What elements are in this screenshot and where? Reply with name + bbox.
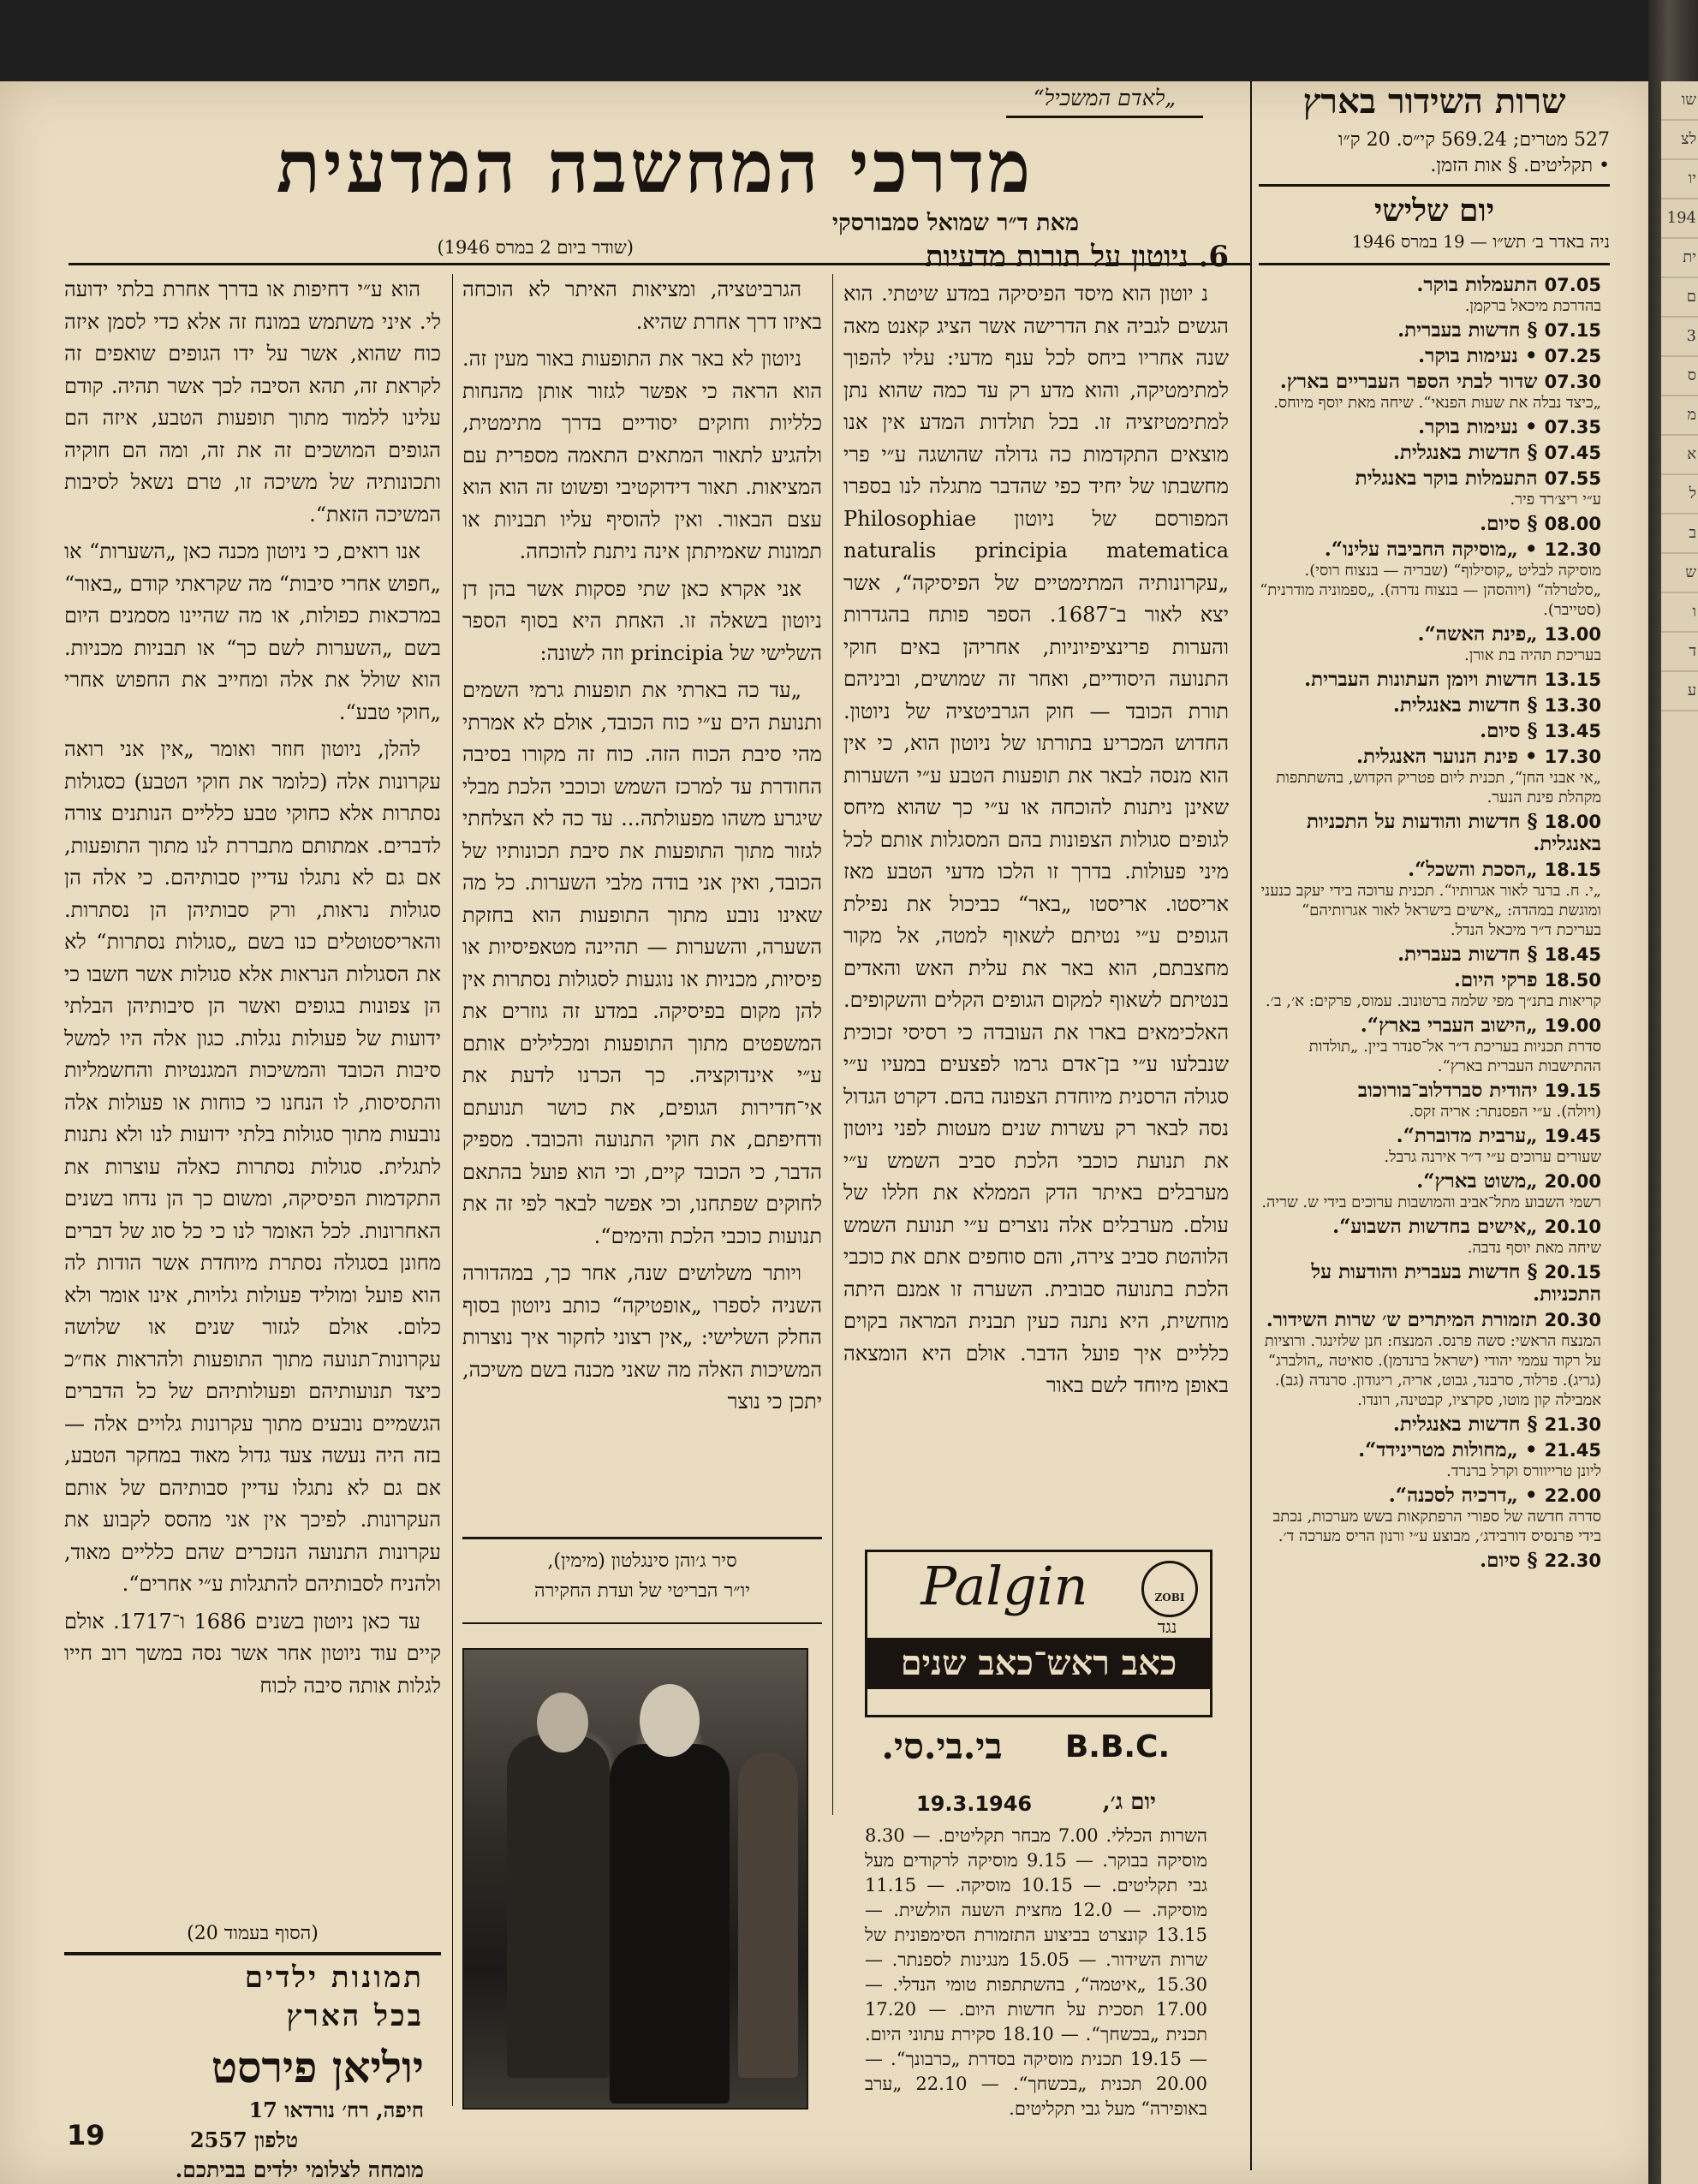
schedule-time: 18.15: [1544, 860, 1601, 880]
ad-photographer-line2: בכל הארץ: [286, 1999, 424, 2033]
schedule-item-head: [1259, 1485, 1601, 1507]
adjacent-page-fragment: לצ: [1661, 121, 1698, 160]
bbc-latin: B.B.C.: [1064, 1729, 1171, 1764]
column-rule-1: [832, 274, 833, 1815]
schedule-title: § סיום.: [1480, 719, 1545, 742]
schedule-item: [1259, 1309, 1601, 1410]
schedule-time: 21.30: [1544, 1414, 1601, 1435]
schedule-time: 07.05: [1544, 275, 1601, 295]
schedule-item: [1259, 720, 1601, 742]
schedule-item-head: [1259, 513, 1601, 535]
bbc-hebrew: בי.בי.סי.: [881, 1725, 1003, 1767]
schedule-desc: בעריכת תהיה בת אורן.: [1464, 646, 1601, 664]
schedule-item: [1259, 1015, 1601, 1076]
schedule-item-head: [1259, 1413, 1601, 1436]
photo-figure-left: [507, 1735, 610, 2078]
ad-photographer-rule: [64, 1952, 441, 1955]
schedule-item-head: [1259, 1550, 1601, 1572]
schedule-item-head: [1259, 859, 1601, 881]
schedule-item-head: [1259, 746, 1601, 768]
palgin-brand: Palgin: [920, 1555, 1088, 1617]
schedule-item-head: [1259, 1309, 1601, 1331]
palgin-slogan: כאב ראש־כאב שנים: [867, 1638, 1210, 1689]
schedule-item-head: [1259, 274, 1601, 296]
schedule-title: פרקי היום.: [1453, 968, 1545, 991]
schedule-desc: סדרת תכניות בעריכת ד״ר אל־סנדר ביין. „תולדות ההתישבות העברית בארץ“.: [1308, 1038, 1601, 1075]
schedule-item-head: [1259, 1015, 1601, 1037]
schedule-time: 18.45: [1544, 944, 1601, 965]
schedule-time: 07.45: [1544, 443, 1601, 463]
section-heading: 6. ניוטון על תורות מדעיות: [925, 240, 1229, 274]
schedule-time: 13.00: [1544, 624, 1601, 645]
schedule-heading: שרות השידור בארץ: [1302, 81, 1566, 122]
schedule-item-head: [1259, 539, 1601, 561]
schedule-title: • נעימות בוקר.: [1418, 415, 1545, 438]
schedule-item-head: [1259, 694, 1601, 717]
ad-photographer-address: חיפה, רח׳ נורדאו 17: [248, 2098, 424, 2122]
schedule-desc: רשמי השבוע מתל־אביב והמושבות ערוכים בידי ש. שריה.: [1261, 1193, 1601, 1211]
photo-caption-line1: סיר ג׳והן סינגלטון (מימין),: [547, 1550, 737, 1572]
schedule-time: 08.00: [1544, 514, 1601, 534]
series-label: „לאדם המשכיל“: [1033, 86, 1177, 110]
adjacent-page-fragment: ב: [1661, 515, 1698, 554]
photo-head-left: [537, 1693, 588, 1753]
article-col3-paragraph: הוא ע״י דחיפות או בדרך אחרת בלתי ידועה לי. איני משתמש במונח זה אלא כדי לסמן איזה כוח שהוא, אשר על ידו הגופים שואפים זה לקראת זה, תהא הסיבה לכך אשר תהיה. קודם עלינו ללמוד מתוך תופעות הטבע, איזה הם הגופים המושכים זה את זה, ומה הם חוקיה ותכונותיה של משיכה זו, טרם נשאל לסיבות המשיכה הזאת“.: [64, 277, 441, 527]
schedule-item-head: [1259, 720, 1601, 742]
ad-photographer-line1: תמונות ילדים: [244, 1961, 424, 1995]
schedule-title: § חדשות בעברית.: [1397, 943, 1545, 966]
schedule-item: [1259, 1261, 1601, 1306]
schedule-time: 20.00: [1544, 1171, 1601, 1192]
schedule-time: 07.15: [1544, 320, 1601, 341]
article-column-1: [843, 278, 1229, 1691]
schedule-item: [1259, 319, 1601, 342]
schedule-desc: בהדרכת מיכאל ברקמן.: [1464, 297, 1601, 315]
schedule-date: ניה באדר ב׳ תש״ו — 19 במרס 1946: [1351, 231, 1610, 252]
palgin-ad: [865, 1550, 1212, 1717]
schedule-time: 07.25: [1544, 346, 1601, 366]
schedule-desc: סדרה חדשה של ספורי הרפתקאות בשש מערכות, נכתב בידי פרנסיס דורבידג׳, מבוצע ע״י ורנון הריס מערכה ד׳.: [1272, 1508, 1601, 1545]
caption-rule: [462, 1537, 822, 1539]
schedule-title: „אישים בחדשות השבוע“.: [1332, 1215, 1545, 1238]
schedule-item-head: [1259, 345, 1601, 367]
palgin-neged: נגד: [1157, 1616, 1177, 1637]
schedule-time: 20.15: [1544, 1262, 1601, 1282]
schedule-item-head: [1259, 416, 1601, 438]
article-col3-paragraph: אנו רואים, כי ניוטון מכנה כאן „השערות“ או „חפוש אחרי סיבות“ מה שקראתי קודם „באור“ במרכאות כפולות, או מה שהיינו מסמנים היום בשם „השערות לשם כך“ או תבניות מכניות. הוא שולל את אלה ומחייב את החפוש אחרי „חוקי טבע“.: [64, 539, 441, 724]
schedule-title: • „מוסיקה החביבה עלינו“.: [1324, 538, 1545, 561]
schedule-time: 19.45: [1544, 1126, 1601, 1146]
schedule-item-head: [1259, 969, 1601, 991]
schedule-time: 13.15: [1544, 669, 1601, 690]
schedule-time: 19.00: [1544, 1015, 1601, 1036]
ad-photographer-phone: טלפון 2557: [189, 2127, 299, 2152]
schedule-item: [1259, 345, 1601, 367]
broadcast-note: (שודר ביום 2 במרס 1946): [437, 237, 634, 258]
schedule-item: [1259, 416, 1601, 438]
news-photo: [462, 1648, 808, 2110]
photo-head-center: [640, 1684, 700, 1757]
adjacent-page-fragment: ד: [1661, 633, 1698, 672]
schedule-item-head: [1259, 319, 1601, 342]
schedule-item: [1259, 274, 1601, 316]
schedule-title: „משוט בארץ“.: [1416, 1169, 1545, 1193]
schedule-item: [1259, 1170, 1601, 1212]
adjacent-page-fragment: 194: [1661, 199, 1698, 239]
schedule-item: [1259, 694, 1601, 717]
schedule-desc: שעורים ערוכים ע״י ד״ר אירנה גרבל.: [1384, 1148, 1601, 1166]
adjacent-page-fragment: מ: [1661, 396, 1698, 436]
schedule-title: § חדשות באנגלית.: [1392, 441, 1545, 464]
schedule-item: [1259, 1125, 1601, 1167]
article-col2-paragraph: ניוטון לא באר את התופעות באור מעין זה. הוא הראה כי אפשר לגזור אותן מהנחות כלליות וחוקים יסודיים בדרך מתימטית, ולהגיע לתאור המתאים התאמה מספרית עם המציאות. תאור דידוקטיבי ופשוט זה הוא הוא עצם הבאור. ואין להוסיף עליו תבניות או תמונות שאמיתתן אינה ניתנת להוכחה.: [462, 347, 822, 563]
schedule-time: 07.30: [1544, 372, 1601, 392]
schedule-item-head: [1259, 1080, 1601, 1102]
schedule-desc: ע״י ריצ׳רד פיר.: [1510, 491, 1601, 509]
article-byline: מאת ד״ר שמואל סמבורסקי: [832, 210, 1079, 236]
schedule-title: חדשות ויומן העתונות העברית.: [1304, 668, 1545, 691]
schedule-item: [1259, 1413, 1601, 1436]
adjacent-page-fragment: 3: [1661, 318, 1698, 357]
schedule-day: יום שלישי: [1373, 193, 1495, 229]
schedule-title: § חדשות באנגלית.: [1392, 1413, 1545, 1436]
article-col2-paragraph: הגרביטציה, ומציאות האיתר לא הוכחה באיזו דרך אחרת שהיא.: [462, 277, 822, 334]
caption-rule-bottom: [462, 1622, 822, 1624]
schedule-time: 19.15: [1544, 1080, 1601, 1101]
schedule-item-head: [1259, 1439, 1601, 1461]
schedule-item-head: [1259, 1125, 1601, 1147]
schedule-title: • „דרכיה לסכנה“.: [1388, 1484, 1545, 1507]
schedule-item: [1259, 539, 1601, 620]
adjacent-page-fragment: א: [1661, 436, 1698, 475]
schedule-time: 07.55: [1544, 468, 1601, 489]
schedule-title: § חדשות באנגלית.: [1392, 693, 1545, 717]
schedule-time: 13.30: [1544, 695, 1601, 716]
article-column-3: [64, 274, 441, 1918]
schedule-time: 22.30: [1544, 1550, 1601, 1571]
schedule-item: [1259, 746, 1601, 807]
schedule-item: [1259, 371, 1601, 413]
page-number: 19: [67, 2119, 105, 2151]
schedule-item: [1259, 969, 1601, 1011]
adjacent-page-fragment: ו: [1661, 593, 1698, 633]
newspaper-page: [0, 81, 1661, 2184]
bbc-program: [865, 1824, 1207, 2153]
schedule-title: § סיום.: [1480, 1549, 1545, 1572]
schedule-desc: שיחה מאת יוסף נדבה.: [1467, 1239, 1601, 1257]
schedule-title: • „מחולות מטרינידד“.: [1358, 1438, 1545, 1461]
schedule-rule-top: [1259, 184, 1610, 187]
schedule-item: [1259, 669, 1601, 691]
adjacent-page-fragment: ית: [1661, 239, 1698, 278]
schedule-time: 12.30: [1544, 539, 1601, 560]
adjacent-page-fragment: ס: [1661, 357, 1698, 396]
palgin-logo-icon: [1141, 1561, 1198, 1617]
column-rule-main: [1250, 81, 1252, 2170]
schedule-title: § חדשות בעברית.: [1397, 318, 1545, 342]
photo-figure-center: [610, 1744, 730, 2104]
ad-photographer-tagline: מומחה לצלומי ילדים בביתכם.: [175, 2157, 424, 2182]
schedule-title: יהודית סברדלוב־בורוכוב: [1357, 1079, 1545, 1102]
schedule-title: § חדשות והודעות על התכניות באנגלית.: [1306, 810, 1601, 855]
adjacent-page-fragment: שו: [1661, 81, 1698, 121]
schedule-desc: „אי אבני החן“, תכנית ליום פטריק הקדוש, בהשתתפות מקהלת פינת הנער.: [1276, 769, 1601, 806]
schedule-desc: „י. ח. ברנר לאור אגרותיו“. תכנית ערוכה בידי יעקב כנעני ומוגשת במהדה: „אישים בישראל לאור אגרותיהם“ בעריכת ד״ר מיכאל הנדל.: [1260, 882, 1601, 939]
bbc-day: יום ג׳,: [1102, 1789, 1156, 1815]
schedule-item: [1259, 1216, 1601, 1258]
photo-caption-line2: יו״ר הבריטי של ועדת החקירה: [533, 1580, 751, 1602]
schedule-desc: ליונן טרייוורס וקרל ברנרד.: [1446, 1462, 1601, 1480]
schedule-item-head: [1259, 1216, 1601, 1238]
schedule-time: 20.30: [1544, 1310, 1601, 1330]
schedule-item: [1259, 513, 1601, 535]
article-col3-paragraph: להלן, ניוטון חוזר ואומר „אין אני רואה עקרונות אלה (כלומר את חוקי הטבע) כסגולות נסתרות אלא כחוקי טבע כלליים הנותנים צורה לדברים. אמתותם מתבררת לנו מתוך התופעות, אם גם לא נתגלו עדיין סבותיהם. כי אלה הן סגולות נראות, ורק סבותיהן הן נסתרות. והאריסטוטלים כנו בשם „סגולות נסתרות“ לא את הסגולות הנראות אלא סגולות אשר חשבו כי הן צפונות בגופים ואשר הן סיבותיהן הבלתי ידועות של פעולות נגלות. כגון אלה היו למשל סיבות הכובד והמשיכות המגנטיות והחשמליות והתסיסות, לו הנחנו כי כוחות או פעולות אלה נובעות מתוך סגולות בלתי ידועות לנו ולא נתנות לתגלית. סגולות נסתרות כאלה עוצרות את התקדמות הפיסיקה, ומשום כך הן נדחו בשנים האחרונות. לכל האומר לנו כי כל סוג של דברים מחונן בסגולה נסתרת מיוחדת אשר הודות לה הוא פועל ומוליד פעולות גלויות, אינו אומר ולא כלום. אולם לגזור שנים או שלושה עקרונות־תנועה מתוך התופעות ולהראות אח״כ כיצד תנועותיהם ופעולותיהם של כל הדברים הגשמיים נובעים מתוך עקרונות גלויים אלה — בזה היה נעשה צעד גדול מאוד במחקר הטבע, אם גם לא נתגלו עדיין סבותיהם של אותם העקרונות. לפיכך אין אני מהסס לקבוע את עקרונות התנועה הנזכרים שהם כלליים מאוד, ולהניח לסבותיהם להתגלות ע״י אחרים“.: [64, 737, 441, 1596]
article-col2-paragraph: „עד כה בארתי את תופעות גרמי השמים ותנועת הים ע״י כוח הכובד, אולם לא אמרתי מהי סיבת הכוח הזה. כוח זה מקורו בסיבה החודרת עד למרכז השמש וכוכבי הלכת מבלי שיגרע משהו מפעולתה... עד כה לא הצלחתי לגזור מתוך התופעות את סיבת תכונותיו של הכובד, ואין אני בודה מלבי השערות. כל מה שאינו נובע מתוך התופעות הוא בחזקת השערה, והשערות — תהיינה מטאפיסיות או פיסיות, מכניות או נוגעות לסגולות נסתרות אין להן מקום בפיסיקה. במדע זה גוזרים את המשפטים מתוך התופעות ומכלילים אותם ע״י אינדוקציה. כך הכרנו לדעת את אי־חדירות הגופים, את כושר תנועתם ודחיפתם, את חוקי התנועה והכובד. מספיק הדבר, כי הכובד קיים, וכי הוא פועל בהתאם לחוקים שפתחנו, וכי אפשר לבאר לפי זה את תנועות כוכבי הלכת והימים“.: [462, 678, 822, 1248]
schedule-title: התעמלות בוקר באנגלית: [1355, 467, 1545, 490]
schedule-item-head: [1259, 371, 1601, 393]
schedule-title: • פינת הנוער האנגלית.: [1355, 745, 1545, 768]
schedule-item: [1259, 943, 1601, 966]
schedule-item: [1259, 442, 1601, 464]
schedule-title: § סיום.: [1480, 512, 1545, 535]
schedule-time: 07.35: [1544, 417, 1601, 437]
article-col2-paragraph: ויותר משלושים שנה, אחר כך, במהדורה השניה לספרו „אופטיקה“ כותב ניוטון בסוף החלק השלישי: „אין רצוני לחקור איך נוצרות המשיכות האלה מה שאני מכנה בשם משיכה, יתכן כי נוצר: [462, 1261, 822, 1413]
schedule-title: „ערבית מדוברת“.: [1396, 1124, 1545, 1147]
article-title: מדרכי המחשבה המדעית: [276, 124, 1034, 209]
article-col1-paragraph: נ יוטון הוא מיסד הפיסיקה במדע שיטתי. הוא הגשים לגביה את הדרישה אשר הציג קאנט מאה שנה אחריו ביחס לכל ענף מדעי: עליו להפוך למתימטיקה, והוא מדע רק עד כמה שהוא נתן למתימטיזציה זו. בכל תולדות המדע אין אנו מוצאים התקדמות כה גדולה שהושגה ע״י פרי מחשבתו של יחיד כפי שהדבר מתגלה לנו בספרו המפורסם של ניוטון Philosophiae naturalis principia matematica „עקרונותיה המתימטיים של הפיסיקה“, אשר יצא לאור ב־1687. הספר פותח בהגדרות והערות פרינציפיוניות, אחריהן באים חוקי התנועה היסודיים, ואחר זה שמושים, וביניהם תורת הכובד — חוק הגרביטציה של ניוטון. החדוש המכריע בתורתו של ניוטון הוא, כי אין הוא מנסה לבאר את תופעות הטבע ע״י השערות שאינן ניתנות להוכחה או ע״י כך שהוא מיחס לגופים סגולות הצפונות בהם המסגלות אותם לכל מיני פעולות. בדרך זו הלכו מדעי הטבע מאז אריסטו. אריסטו „באר“ כביכול את נפילת הגופים ע״י נטיתם לשאוף למטה, אל מקור מחצבתם, הוא באר את עלית האש והאדים בנטיתם לשאוף למקום הגופים הקלים והשקופים. האלכימאים בארו את העובדה כי רסיסי זכוכית שנבלעו ע״י בן־אדם גרמו לפצעים במעיו ע״י סגולה הרסנית מיוחדת הצפונה בהם. דקרט הגדול נסה לבאר רק עשרות שנים מעטות לפני ניוטון את תנועת כוכבי הלכת סביב השמש ע״י מערבלים באיתר הדק הממלא את חללו של עולם. מערבלים אלה נוצרים ע״י תנועת השמש הלוהטת סביב צירה, והם סוחפים אתם את כוכבי הלכת בתנועה סבובית. השערה זו אמנם היתה מוחשית, היא נתנה כעין תבנית המראה בקוים כלליים איך פועל הדבר. אולם היא הומצאה באופן מיוחד לשם באור: [843, 282, 1229, 1397]
schedule-desc: קריאות בתנ״ך מפי שלמה ברטונוב. עמוס, פרקים: א׳, ב׳.: [1266, 992, 1601, 1010]
schedule-time: 21.45: [1544, 1440, 1601, 1461]
schedule-time: 18.50: [1544, 970, 1601, 991]
schedule-item: [1259, 1550, 1601, 1572]
schedule-desc: המנצח הראשי: סשה פרנס. המנצח: חנן שלזינגר. ורוציות על רקוד עממי יהודי (ישראל ברנדמן). סואיטה „הולברג“ (גריג). פרלוד, סרבנד, גבוט, אריה, ריגודון. סרנדה (גב). אמבילה קון מוטו, סקרציו, קבטינה, רונדו.: [1264, 1332, 1601, 1409]
continued-note: (הסוף בעמוד 20): [187, 1923, 319, 1944]
schedule-title: שדור לבתי הספר העבריים בארץ.: [1279, 370, 1545, 393]
schedule-legend: • תקליטים. § אות הזמן.: [1430, 155, 1610, 176]
schedule-item-head: [1259, 943, 1601, 966]
schedule-item-head: [1259, 1261, 1601, 1306]
series-label-rule: [1006, 116, 1203, 118]
schedule-item-head: [1259, 467, 1601, 490]
schedule-freq: 527 מטרים; 569.24 קי״ס. 20 ק״ו: [1338, 129, 1610, 151]
schedule-title: § חדשות בעברית והודעות על התכניות.: [1311, 1260, 1601, 1306]
schedule-time: 13.45: [1544, 721, 1601, 741]
photo-figure-right: [738, 1753, 798, 2078]
schedule-time: 18.00: [1544, 812, 1601, 832]
schedule-title: התעמלות בוקר.: [1416, 273, 1545, 296]
schedule-item: [1259, 623, 1601, 665]
schedule-title: „הישוב העברי בארץ“.: [1360, 1014, 1545, 1037]
schedule-time: 17.30: [1544, 747, 1601, 767]
schedule-item-head: [1259, 623, 1601, 646]
schedule-item-head: [1259, 1170, 1601, 1193]
bbc-program-text: השרות הכללי. 7.00 מבחר תקליטים. — 8.30 מוסיקה בבוקר. — 9.15 מוסיקה לרקודים מעל גבי תקליטים. — 10.15 מוסיקה. — 11.15 מוסיקה. — 12.0 מחצית השעה הולשית. — 13.15 קונצרט בביצוע התזמורת הסימפונית של שרות השידור. — 15.05 מנגינות לספנתר. — 15.30 „איטמה“, בהשתתפות טומי הנדלי. — 17.00 תסכית על חדשות היום. — 17.20 תכנית „בכשחך“. — 18.10 סקירת עתוני היום. — 19.15 תכנית מוסיקה בסדרת „כרבונך“. — 20.00 תכנית „בכשחך“. — 22.10 „ערב באופירה“ מעל גבי תקליטים.: [865, 1825, 1207, 2119]
article-column-2: [462, 274, 822, 1532]
schedule-time: 20.10: [1544, 1217, 1601, 1237]
adjacent-page-fragment: ש: [1661, 554, 1698, 593]
schedule-time: 22.00: [1544, 1485, 1601, 1506]
schedule-title: „פינת האשה“.: [1417, 622, 1545, 646]
adjacent-page-fragment: ע: [1661, 672, 1698, 711]
article-col2-paragraph: אני אקרא כאן שתי פסקות אשר בהן דן ניוטון בשאלה זו. האחת היא בסוף הספר השלישי של principia וזה לשונה:: [462, 576, 822, 665]
adjacent-page-edge: [1661, 81, 1698, 2184]
schedule-item: [1259, 1080, 1601, 1122]
schedule-desc: „כיצד נבלה את שעות הפנאי“. שיחה מאת יוסף מיוחס.: [1273, 394, 1601, 412]
article-col3-paragraph: עד כאן ניוטון בשנים 1686 ו־1717. אולם קיים עוד ניוטון אחר אשר נסה במשך רוב חייו לגלות אותה סיבה לכוח: [64, 1609, 441, 1698]
adjacent-page-fragment: ם: [1661, 278, 1698, 318]
schedule-item-head: [1259, 811, 1601, 855]
adjacent-page-fragment: יו: [1661, 160, 1698, 199]
column-rule-2: [452, 274, 453, 2106]
schedule-item: [1259, 467, 1601, 509]
schedule-title: • נעימות בוקר.: [1418, 344, 1545, 367]
schedule-desc: (ויולה). ע״י הפסנתר: אריה זקס.: [1409, 1103, 1601, 1121]
bbc-date: 19.3.1946: [916, 1792, 1033, 1816]
schedule-item: [1259, 1485, 1601, 1546]
schedule-title: תזמורת המיתרים ש׳ שרות השידור.: [1266, 1308, 1545, 1331]
schedule-item: [1259, 811, 1601, 855]
schedule-item: [1259, 1439, 1601, 1481]
schedule-item-head: [1259, 442, 1601, 464]
palgin-zobi: ZOBI: [1154, 1592, 1185, 1604]
schedule-rule-bottom: [1259, 263, 1610, 265]
schedule-item: [1259, 859, 1601, 940]
schedule-title: „הסכת והשכל“.: [1408, 858, 1545, 881]
adjacent-page-fragment: ל: [1661, 475, 1698, 515]
schedule-desc: מוסיקה לבליט „קוסילוף“ (שבריה — בנצוח רוסי). „סלטרלה“ (ויוהסהן — בנצוח נדרה). „ספמוניה מודרנית“ (סטייבר).: [1260, 562, 1601, 619]
schedule-item-head: [1259, 669, 1601, 691]
ad-photographer-name: יוליאן פירסט: [211, 2042, 424, 2092]
schedule-list: [1259, 274, 1601, 1575]
